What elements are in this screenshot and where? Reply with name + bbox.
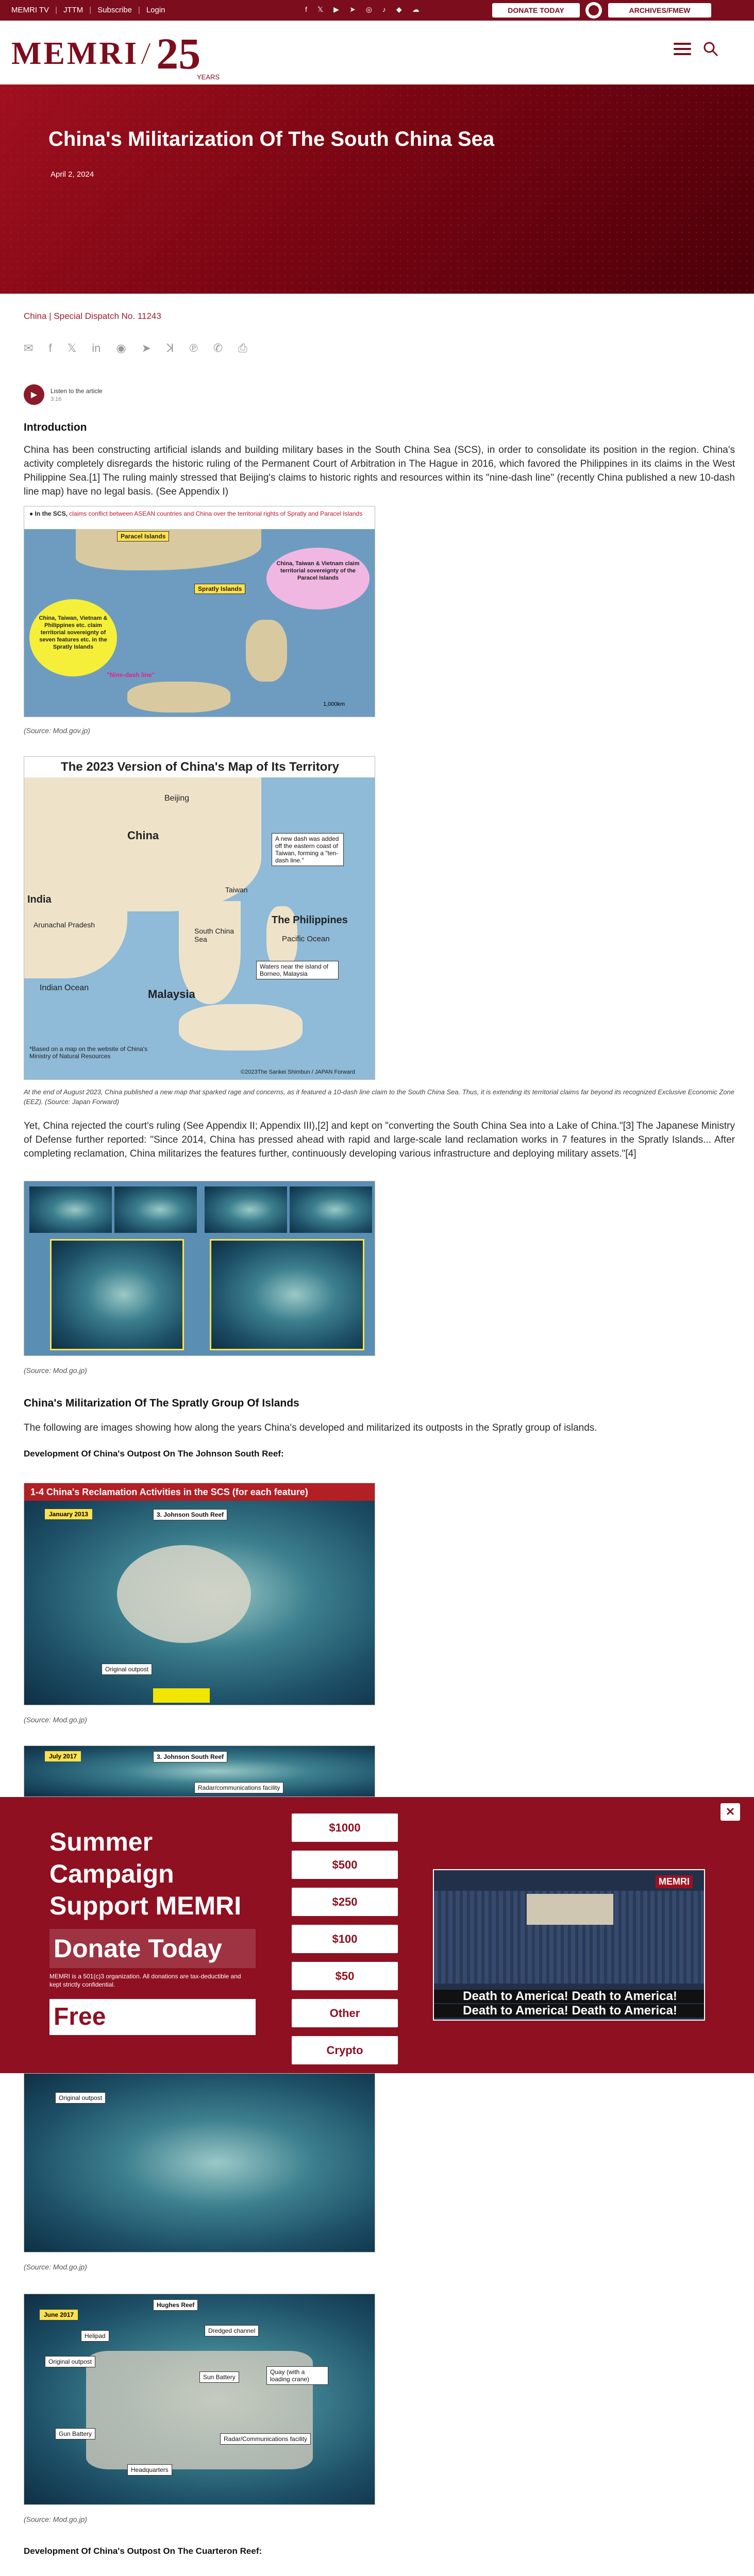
language-flag-icon[interactable] (585, 2, 602, 19)
donation-popup (0, 1797, 754, 2073)
intro-heading: Introduction (24, 421, 87, 433)
x-icon[interactable]: 𝕏 (317, 5, 324, 13)
amount-1000-button[interactable]: $1000 (292, 1814, 398, 1842)
search-icon[interactable] (702, 40, 719, 58)
popup-title: Summer Campaign Support MEMRI (49, 1827, 242, 1920)
amount-500-button[interactable]: $500 (292, 1851, 398, 1879)
youtube-icon[interactable]: ▶ (333, 5, 339, 13)
linkedin-icon[interactable]: in (92, 342, 101, 354)
source-caption: (Source: Mod.go.jp) (24, 1716, 87, 1724)
map-caption: At the end of August 2023, China published a new map that sparked rage and concerns, as it featured a 10-dash line claim to the South China Sea. Thus, it is extending its territorial claims far beyond its recognized Exclusive Economic Zone (EEZ). (Source: Japan Forward) (24, 1088, 735, 1106)
johnson-heading: Development Of China's Outpost On The Johnson South Reef: (24, 1449, 284, 1459)
popup-video[interactable] (433, 1869, 705, 2021)
amount-250-button[interactable]: $250 (292, 1888, 398, 1916)
facebook-icon[interactable]: f (305, 5, 307, 13)
x-share-icon[interactable]: 𝕏 (67, 342, 77, 354)
video-subtitle: Death to America! Death to America! (434, 1990, 705, 2003)
free-subscription-button[interactable]: Free Subscription (49, 1999, 256, 2035)
facebook-share-icon[interactable]: f (48, 342, 52, 354)
johnson-south-reef-2017-image: July 2017 3. Johnson South Reef Radar/communications facility (24, 1745, 375, 1797)
amount-100-button[interactable]: $100 (292, 1925, 398, 1953)
telegram-share-icon[interactable]: ➤ (141, 342, 152, 354)
popup-donate-button[interactable]: Donate Today (49, 1929, 256, 1968)
source-caption: (Source: Mod.gov.jp) (24, 726, 90, 735)
listen-duration: 3:16 (51, 396, 62, 402)
subscribe-link[interactable]: Subscribe (97, 6, 132, 14)
login-link[interactable]: Login (146, 6, 165, 14)
rumble-icon[interactable]: ◆ (396, 5, 402, 13)
site-header (0, 21, 754, 84)
spratly-composite-image (24, 1181, 375, 1356)
email-icon[interactable]: ✉ (24, 342, 33, 354)
intro-paragraph: China has been constructing artificial islands and building military bases in the South China Sea (SCS), in order to consolidate its position in the region. China's activity completely disregards the historic ruling of the Permanent Court of Arbitration in The Hague in 2016, which favored the Philippines in its claims in the West Philippine Sea.[1] The ruling mainly stressed that Beijing's claims to historic rights and resources within its "nine-dash line" (recently China published a new 10-dash line map) have no legal basis. (See Appendix I) (24, 445, 735, 497)
hero-banner (0, 84, 754, 294)
video-logo: MEMRI (656, 1875, 693, 1888)
page-title: China's Militarization Of The South China Sea (48, 128, 495, 150)
ten-dash-line-map: The 2023 Version of China's Map of Its Territory Beijing China India Arunachal Pradesh Taiwan South China Sea The Philippines Pacific Ocean Indian Ocean Malaysia A new dash was added off the eastern coast of Taiwan, forming a "ten-dash line." Waters near the island of Borneo, Malaysia *Based on a map on the website of China's Ministry of Natural Resources ©2023The Sankei Shimbun / JAPAN Forward (24, 756, 375, 1080)
donation-amounts (292, 1814, 398, 2073)
pinterest-icon[interactable]: ℗ (189, 342, 198, 354)
source-caption: (Source: Mod.go.jp) (24, 2263, 87, 2271)
spratly-heading: China's Militarization Of The Spratly Group Of Islands (24, 1397, 299, 1409)
court-ruling-paragraph: Yet, China rejected the court's ruling (See Appendix II; Appendix III),[2] and kept on "converting the South China Sea into a Lake of China."[3] The Japanese Ministry of Defense further reported: "Since 2014, China has pressed ahead with rapid and large-scale land reclamation works in 7 features in the Spratly Islands... After completing reclamation, China militarizes the features further, continuously developing various infrastructure and deploying military assets."[4] (24, 1121, 735, 1159)
jttm-link[interactable]: JTTM (63, 6, 83, 14)
archives-button[interactable]: ARCHIVES/FMEW (608, 3, 711, 18)
telegram-icon[interactable]: ➤ (349, 5, 356, 13)
publish-date: April 2, 2024 (51, 170, 94, 179)
hughes-reef-image: June 2017 Hughes Reef Helipad Dredged channel Quay (with a loading crane) Sun Battery Gun Battery Radar/Communications facility Headquarters Original outpost (24, 2294, 375, 2505)
donate-today-button[interactable]: DONATE TODAY (492, 3, 580, 18)
reddit-icon[interactable]: ◉ (116, 342, 126, 354)
cloud-icon[interactable]: ☁ (412, 5, 420, 13)
spratly-paragraph: The following are images showing how along the years China's developed and militarized its outposts in the Spratly group of islands. (24, 1422, 597, 1433)
johnson-south-reef-2017-image-lower: Original outpost (24, 2073, 375, 2252)
close-icon[interactable]: ✕ (721, 1803, 740, 1821)
print-icon[interactable]: ⎙ (238, 342, 247, 354)
memri-tv-link[interactable]: MEMRI TV (11, 6, 49, 14)
amount-other-button[interactable]: Other (292, 1999, 398, 2027)
memri-logo[interactable]: MEMRI 25 YEARS (11, 29, 220, 81)
scs-claims-map: ● In the SCS, claims conflict between ASEAN countries and China over the territorial rights of Spratly and Paracel Islands Paracel Islands Spratly Islands China, Taiwan, Vietnam & Philippines etc. claim territorial sovereignty of seven features etc. in the Spratly Islands China, Taiwan & Vietnam claim territorial sovereignty of the Paracel Islands "Nine-dash line" 1,000km (24, 506, 375, 717)
source-caption: (Source: Mod.go.jp) (24, 2515, 87, 2523)
cuarteron-heading: Development Of China's Outpost On The Cuarteron Reef: (24, 2546, 262, 2556)
johnson-south-reef-2013-image: 1-4 China's Reclamation Activities in the SCS (for each feature) January 2013 3. Johnson South Reef Original outpost (24, 1483, 375, 1705)
category-link[interactable]: China | Special Dispatch No. 11243 (24, 311, 161, 321)
whatsapp-icon[interactable]: ✆ (213, 342, 223, 354)
crypto-button[interactable]: Crypto (292, 2036, 398, 2064)
play-icon[interactable]: ▶ (24, 384, 44, 405)
top-bar: MEMRI TV | JTTM | Subscribe | Login f 𝕏 ▶ ➤ ◎ ♪ ◆ ☁ DONATE TODAY ARCHIVES/FMEW (0, 0, 754, 21)
tiktok-icon[interactable]: ♪ (382, 5, 386, 13)
menu-icon[interactable] (674, 43, 691, 56)
audio-player[interactable] (24, 384, 103, 405)
amount-50-button[interactable]: $50 (292, 1962, 398, 1990)
share-bar (24, 342, 247, 355)
video-subtitle: Death to America! Death to America! (434, 2004, 705, 2018)
source-caption: (Source: Mod.go.jp) (24, 1366, 87, 1375)
vk-icon[interactable]: ꓘ (166, 342, 174, 354)
listen-label: Listen to the article (51, 387, 103, 395)
instagram-icon[interactable]: ◎ (365, 5, 372, 13)
popup-disclaimer: MEMRI is a 501(c)3 organization. All donations are tax-deductible and kept strictly confidential. (49, 1973, 241, 1988)
